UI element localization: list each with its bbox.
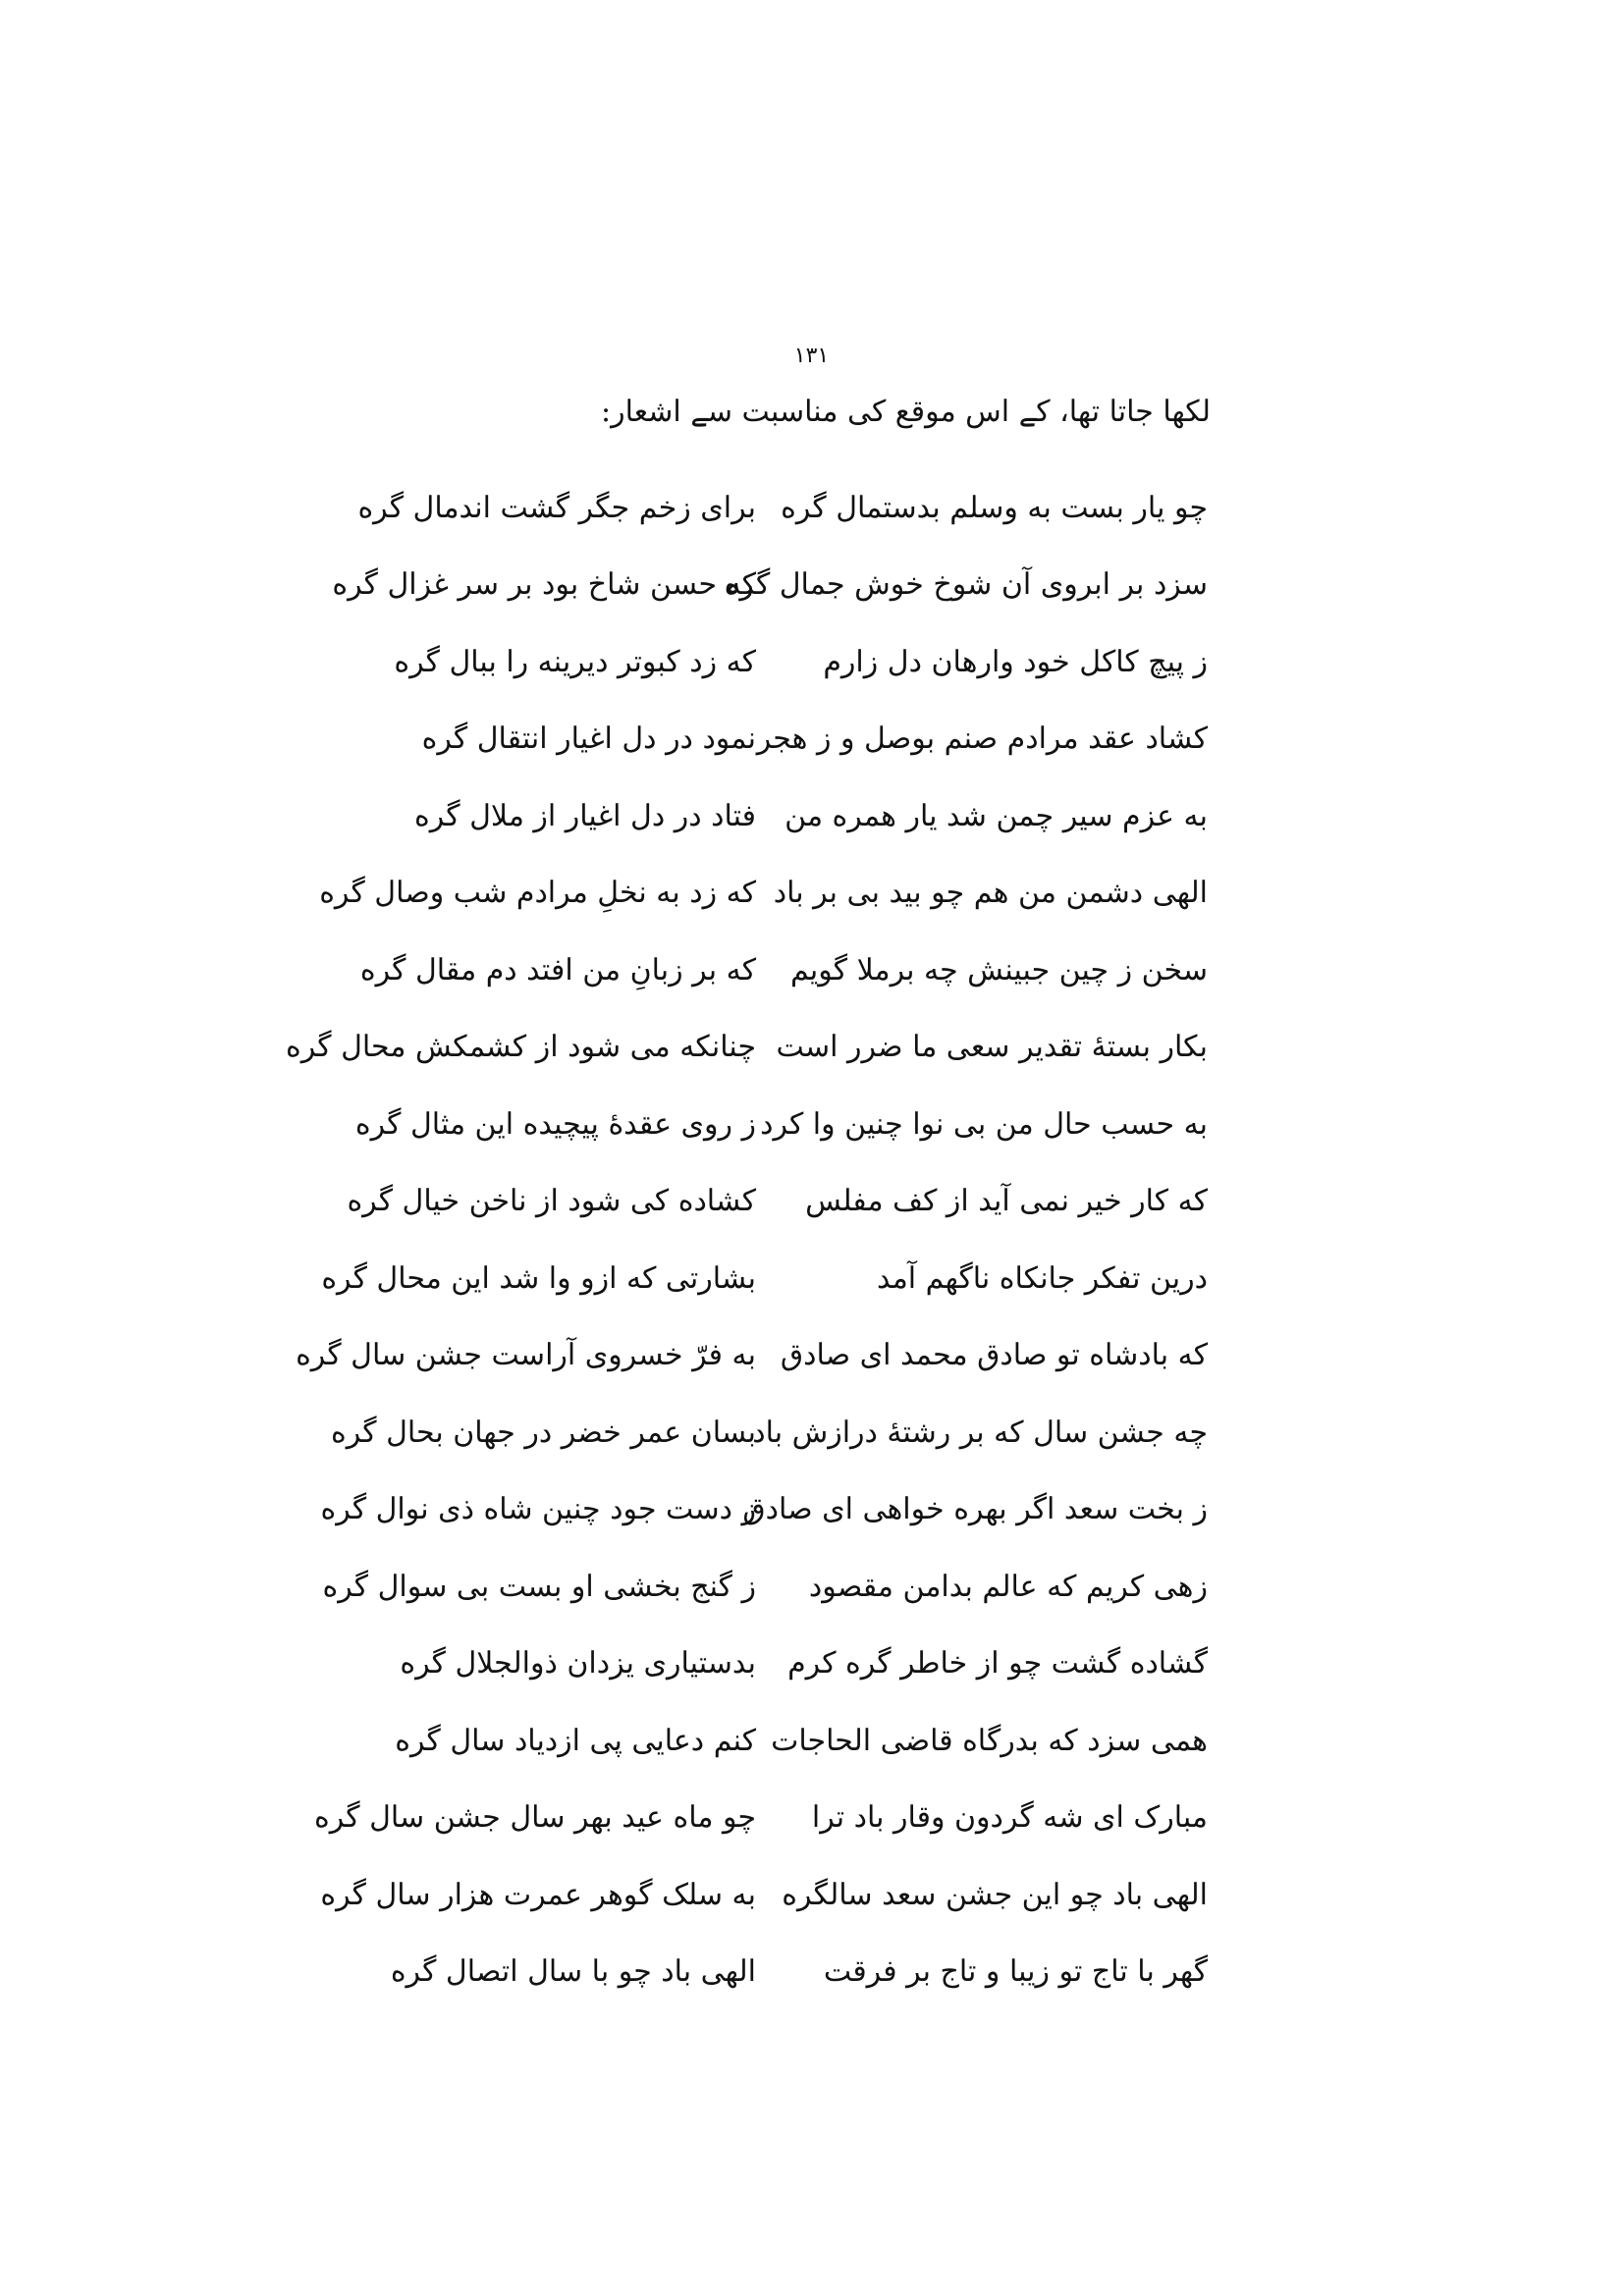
second-hemistich: به فرّ خسروی آراست جشن سال گره xyxy=(296,1338,756,1373)
couplet xyxy=(320,1471,1208,1549)
page-number: ۱۳۱ xyxy=(793,344,830,368)
second-hemistich: چنانکه می شود از کشمکش محال گره xyxy=(286,1030,756,1065)
second-hemistich: بسان عمر خضر در جهان بحال گره xyxy=(330,1415,756,1450)
second-hemistich: ز روی عقدهٔ پیچیده این مثال گره xyxy=(354,1106,756,1142)
couplet xyxy=(363,1934,1208,2011)
couplet xyxy=(319,855,1208,933)
first-hemistich: سخن ز چین جبینش چه برملا گویم xyxy=(789,952,1208,988)
first-hemistich: چو یار بست به وسلم بدستمال گره xyxy=(781,490,1208,525)
second-hemistich: فتاد در دل اغیار از ملال گره xyxy=(414,798,756,833)
second-hemistich: که زد کبوتر دیرینه را ببال گره xyxy=(394,644,756,679)
second-hemistich: الهی باد چو با سال اتصال گره xyxy=(390,1954,756,1990)
second-hemistich: بشارتی که ازو وا شد این محال گره xyxy=(321,1260,756,1296)
couplet xyxy=(296,1317,1208,1395)
verse-table xyxy=(286,469,1208,2010)
first-hemistich: چه جشن سال که بر رشتهٔ درازش باد xyxy=(752,1415,1208,1450)
couplet xyxy=(320,1856,1208,1934)
second-hemistich: چو ماه عید بهر سال جشن سال گره xyxy=(314,1800,756,1836)
second-hemistich: به سلک گوهر عمرت هزار سال گره xyxy=(320,1877,756,1912)
second-hemistich: که حسن شاخ بود بر سر غزال گره xyxy=(332,567,756,603)
second-hemistich: بدستیاری یزدان ذوالجلال گره xyxy=(400,1646,756,1682)
couplet xyxy=(330,1394,1208,1471)
first-hemistich: بکار بستهٔ تقدیر سعی ما ضرر است xyxy=(776,1030,1208,1065)
first-hemistich: گهر با تاج تو زیبا و تاج بر فرقت xyxy=(823,1954,1208,1990)
couplet xyxy=(357,469,1208,547)
couplet xyxy=(363,701,1208,778)
couplet xyxy=(354,1086,1208,1163)
couplet xyxy=(321,1240,1208,1317)
couplet xyxy=(332,547,1208,624)
first-hemistich: مبارک ای شه گردون وقار باد ترا xyxy=(811,1800,1208,1836)
first-hemistich: الهی دشمن من هم چو بید بی بر باد xyxy=(773,876,1208,911)
first-hemistich: ز پیچ کاکل خود وارهان دل زارم xyxy=(823,644,1208,679)
first-hemistich: ز بخت سعد اگر بهره خواهی ای صادق xyxy=(742,1492,1208,1527)
couplet xyxy=(359,932,1208,1009)
second-hemistich: که بر زبانِ من افتد دم مقال گره xyxy=(359,952,756,988)
couplet xyxy=(286,1009,1208,1087)
couplet xyxy=(322,1548,1208,1626)
second-hemistich: که زد به نخلِ مرادم شب وصال گره xyxy=(319,876,756,911)
second-hemistich: ز گنج بخشی او بست بی سوال گره xyxy=(322,1569,756,1604)
couplet xyxy=(347,1163,1208,1241)
first-hemistich: درین تفکر جانکاه ناگهم آمد xyxy=(876,1260,1208,1296)
first-hemistich: به عزم سیر چمن شد یار همره من xyxy=(784,798,1208,833)
second-hemistich: برای زخم جگر گشت اندمال گره xyxy=(357,490,756,525)
first-hemistich: الهی باد چو این جشن سعد سالگره xyxy=(782,1877,1208,1912)
second-hemistich: کنم دعایی پی ازدیاد سال گره xyxy=(395,1723,756,1758)
first-hemistich: کشاد عقد مرادم صنم بوصل و ز هجر xyxy=(756,721,1208,757)
first-hemistich: همی سزد که بدرگاه قاضی الحاجات xyxy=(771,1723,1208,1758)
first-hemistich: به حسب حال من بی نوا چنین وا کرد xyxy=(760,1106,1208,1142)
couplet xyxy=(363,623,1208,701)
couplet xyxy=(363,1702,1208,1780)
second-hemistich: کشاده کی شود از ناخن خیال گره xyxy=(347,1184,756,1219)
first-hemistich: گشاده گشت چو از خاطر گره کرم xyxy=(787,1646,1208,1682)
couplet xyxy=(363,1626,1208,1703)
first-hemistich: سزد بر ابروی آن شوخ خوش جمال گره xyxy=(724,567,1208,603)
couplet xyxy=(363,777,1208,855)
first-hemistich: زهی کریم که عالم بدامن مقصود xyxy=(808,1569,1208,1604)
first-hemistich: که کار خیر نمی آید از کف مفلس xyxy=(805,1184,1208,1219)
intro-line: لکھا جاتا تھا، کے اس موقع کی مناسبت سے اشعار: xyxy=(601,395,1211,429)
second-hemistich: ز دست جود چنین شاه ذی نوال گره xyxy=(320,1492,756,1527)
couplet xyxy=(314,1780,1208,1857)
second-hemistich: نمود در دل اغیار انتقال گره xyxy=(421,721,756,757)
first-hemistich: که بادشاه تو صادق محمد ای صادق xyxy=(780,1338,1208,1373)
